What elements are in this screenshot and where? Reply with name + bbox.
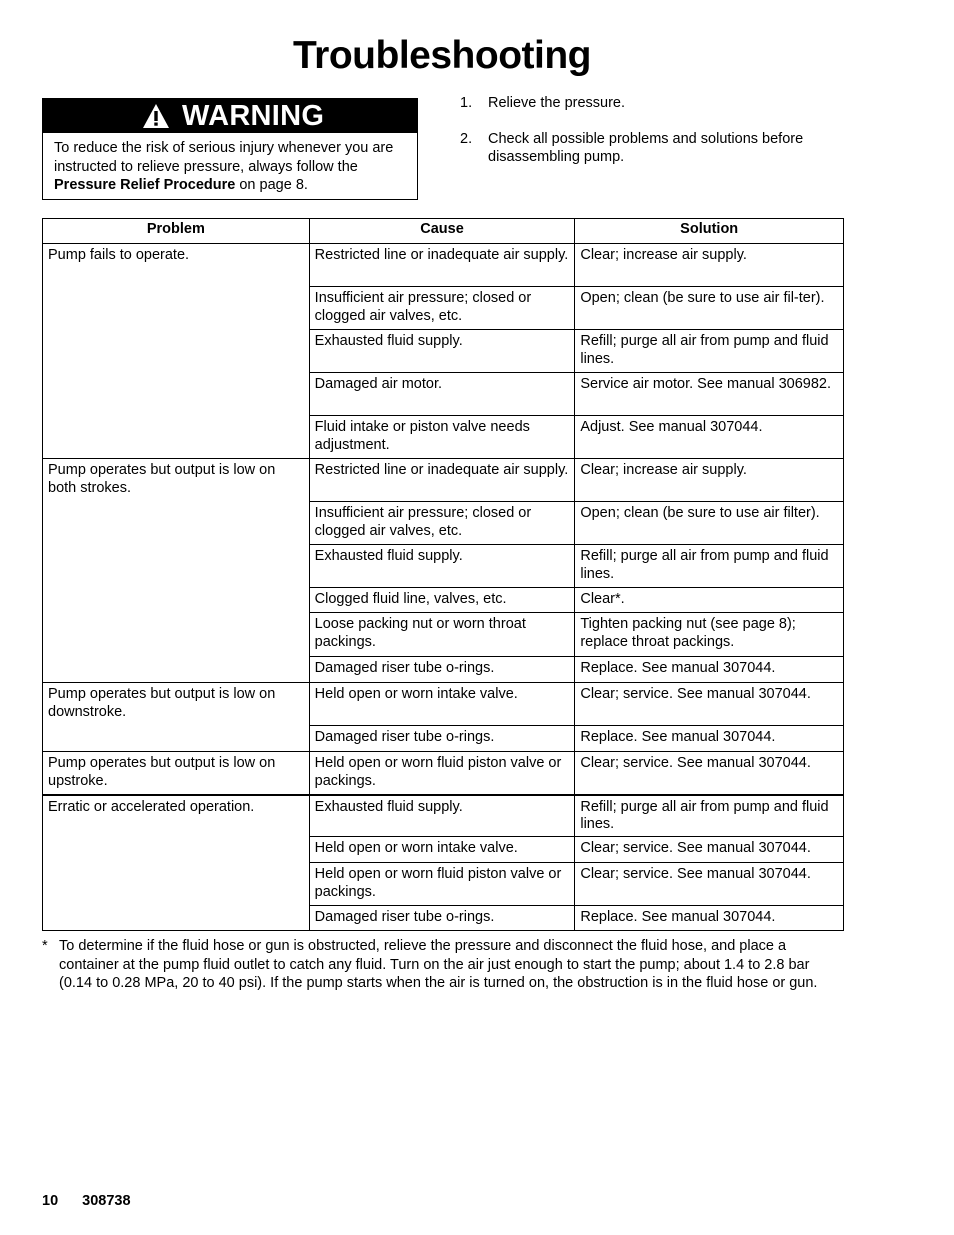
cause-cell: Fluid intake or piston valve needs adjustment. xyxy=(309,416,575,459)
step-number: 1. xyxy=(460,95,473,111)
cause-cell: Exhausted fluid supply. xyxy=(309,795,575,837)
warning-triangle-icon xyxy=(142,103,170,129)
table-header-row xyxy=(43,219,844,244)
cause-cell: Clogged fluid line, valves, etc. xyxy=(309,588,575,613)
table-row xyxy=(43,795,844,837)
cause-cell: Exhausted fluid supply. xyxy=(309,545,575,588)
page-title: Troubleshooting xyxy=(293,34,591,77)
solution-cell: Clear; service. See manual 307044. xyxy=(575,863,844,906)
problem-cell: Pump operates but output is low on downstroke. xyxy=(43,683,310,752)
problem-cell: Pump fails to operate. xyxy=(43,244,310,459)
solution-cell: Clear; service. See manual 307044. xyxy=(575,837,844,863)
cause-cell: Damaged air motor. xyxy=(309,373,575,416)
cause-cell: Insufficient air pressure; closed or clogged air valves, etc. xyxy=(309,502,575,545)
solution-cell: Open; clean (be sure to use air filter). xyxy=(575,502,844,545)
solution-cell: Replace. See manual 307044. xyxy=(575,906,844,931)
warning-heading: WARNING xyxy=(182,99,325,132)
procedure-steps xyxy=(460,94,860,184)
header-solution: Solution xyxy=(575,219,844,244)
step-text: Check all possible problems and solutions before disassembling pump. xyxy=(488,130,804,165)
warning-text-after: on page 8. xyxy=(235,177,308,193)
footnote xyxy=(42,937,842,993)
solution-cell: Refill; purge all air from pump and fluid lines. xyxy=(575,330,844,373)
warning-text xyxy=(43,133,417,195)
cause-cell: Held open or worn fluid piston valve or packings. xyxy=(309,752,575,795)
warning-box xyxy=(42,98,418,200)
problem-cell: Pump operates but output is low on upstroke. xyxy=(43,752,310,795)
cause-cell: Insufficient air pressure; closed or clogged air valves, etc. xyxy=(309,287,575,330)
table-row xyxy=(43,244,844,287)
cause-cell: Restricted line or inadequate air supply. xyxy=(309,459,575,502)
cause-cell: Restricted line or inadequate air supply. xyxy=(309,244,575,287)
cause-cell: Held open or worn intake valve. xyxy=(309,837,575,863)
table-row xyxy=(43,683,844,726)
cause-cell: Damaged riser tube o-rings. xyxy=(309,906,575,931)
step-text: Relieve the pressure. xyxy=(488,95,626,111)
solution-cell: Clear; service. See manual 307044. xyxy=(575,683,844,726)
solution-cell: Open; clean (be sure to use air fil-ter). xyxy=(575,287,844,330)
solution-cell: Replace. See manual 307044. xyxy=(575,657,844,683)
table-row xyxy=(43,752,844,795)
page-footer xyxy=(42,1193,155,1209)
solution-cell: Refill; purge all air from pump and fluid lines. xyxy=(575,795,844,837)
problem-cell: Pump operates but output is low on both strokes. xyxy=(43,459,310,683)
solution-cell: Clear; service. See manual 307044. xyxy=(575,752,844,795)
header-problem: Problem xyxy=(43,219,310,244)
solution-cell: Clear; increase air supply. xyxy=(575,459,844,502)
cause-cell: Exhausted fluid supply. xyxy=(309,330,575,373)
cause-cell: Damaged riser tube o-rings. xyxy=(309,726,575,752)
solution-cell: Clear; increase air supply. xyxy=(575,244,844,287)
document-number: 308738 xyxy=(82,1193,131,1209)
solution-cell: Service air motor. See manual 306982. xyxy=(575,373,844,416)
solution-cell: Tighten packing nut (see page 8); replace throat packings. xyxy=(575,613,844,657)
cause-cell: Held open or worn fluid piston valve or packings. xyxy=(309,863,575,906)
step-item xyxy=(460,94,860,113)
step-item xyxy=(460,130,860,167)
header-cause: Cause xyxy=(309,219,575,244)
problem-cell: Erratic or accelerated operation. xyxy=(43,795,310,931)
pressure-relief-reference: Pressure Relief Procedure xyxy=(54,177,236,193)
page-number: 10 xyxy=(42,1193,59,1209)
table-row xyxy=(43,459,844,502)
step-number: 2. xyxy=(460,130,473,147)
footnote-text: To determine if the fluid hose or gun is obstructed, relieve the pressure and disconnect the fluid hose, and place a container at the pump fluid outlet to catch any fluid. Turn on the air just enough to start the pump; about 1.4 to 2.8 bar (0.14 to 0.28 MPa, 20 to 40 psi). If the pump starts when the air is turned on, the obstruction is in the fluid hose or gun. xyxy=(59,938,818,991)
solution-cell: Adjust. See manual 307044. xyxy=(575,416,844,459)
troubleshooting-table xyxy=(42,218,844,931)
footnote-marker: * xyxy=(42,938,48,954)
solution-cell: Refill; purge all air from pump and fluid lines. xyxy=(575,545,844,588)
solution-cell: Clear*. xyxy=(575,588,844,613)
cause-cell: Loose packing nut or worn throat packings. xyxy=(309,613,575,657)
solution-cell: Replace. See manual 307044. xyxy=(575,726,844,752)
cause-cell: Held open or worn intake valve. xyxy=(309,683,575,726)
warning-text-before: To reduce the risk of serious injury whenever you are instructed to relieve pressure, always follow the xyxy=(54,140,394,175)
cause-cell: Damaged riser tube o-rings. xyxy=(309,657,575,683)
warning-header xyxy=(43,99,417,133)
